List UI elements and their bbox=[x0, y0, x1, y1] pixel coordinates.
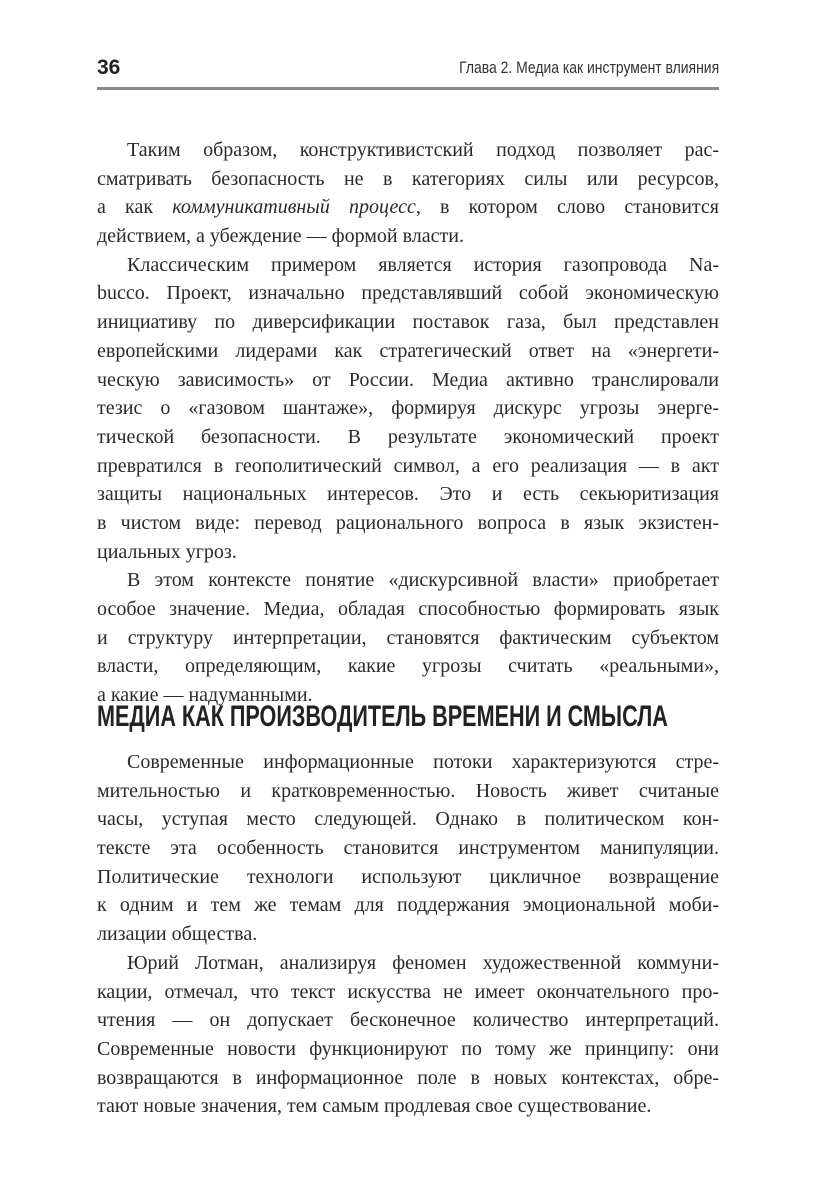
text-line: Юрий Лотман, анализируя феномен художественной коммуни- bbox=[127, 951, 719, 974]
text-line: превратился в геополитический символ, а его реализация — в акт bbox=[97, 454, 719, 477]
paragraph bbox=[97, 566, 719, 709]
text-line: в чистом виде: перевод рационального вопроса в язык экзистен- bbox=[97, 511, 719, 534]
paragraph bbox=[97, 949, 719, 1121]
text-line: власти, определяющим, какие угрозы считать «реальными», bbox=[97, 655, 719, 678]
text-line: тической безопасности. В результате экономический проект bbox=[97, 425, 719, 448]
body-text-bottom bbox=[97, 748, 719, 1121]
text-line: кации, отмечал, что текст искусства не имеет окончательного про- bbox=[97, 980, 719, 1003]
text-line bbox=[97, 193, 719, 222]
text-line: Классическим примером является история газопровода Na- bbox=[127, 253, 719, 276]
text-line: сматривать безопасность не в категориях силы или ресурсов, bbox=[97, 167, 719, 190]
text-line: лизации общества. bbox=[97, 923, 258, 946]
italic-term: коммуникативный процесс bbox=[172, 196, 416, 219]
text-line: европейскими лидерами как стратегический ответ на «энергети- bbox=[97, 339, 719, 362]
text-line: циальных угроз. bbox=[97, 540, 237, 563]
text-line: часы, уступая место следующей. Однако в политическом кон- bbox=[97, 808, 719, 831]
running-title: Глава 2. Медиа как инструмент влияния bbox=[458, 58, 719, 77]
text-line: Политические технологи используют цикличное возвращение bbox=[97, 865, 719, 888]
text-line: Современные новости функционируют по тому же принципу: они bbox=[97, 1037, 719, 1060]
text-line: мительностью и кратковременностью. Новость живет считаные bbox=[97, 779, 719, 802]
body-text-top bbox=[97, 136, 719, 710]
text-line: Современные информационные потоки характеризуются стре- bbox=[127, 751, 719, 773]
text-line: действием, а убеждение — формой власти. bbox=[97, 225, 464, 248]
section-heading: МЕДИА КАК ПРОИЗВОДИТЕЛЬ ВРЕМЕНИ И СМЫСЛА bbox=[97, 700, 668, 733]
text-line: чтения — он допускает бесконечное количество интерпретаций. bbox=[97, 1009, 719, 1032]
text-line: тексте эта особенность становится инструментом манипуляции. bbox=[97, 837, 719, 860]
text-line: и структуру интерпретации, становятся фактическим субъектом bbox=[97, 626, 719, 649]
text-line: к одним и тем же темам для поддержания эмоциональной моби- bbox=[97, 894, 719, 917]
paragraph bbox=[97, 251, 719, 567]
text-line: особое значение. Медиа, обладая способностью формировать язык bbox=[97, 598, 719, 620]
text-line: защиты национальных интересов. Это и есть секьюритизация bbox=[97, 483, 719, 506]
text-segment: , в котором слово становится bbox=[415, 196, 719, 219]
paragraph bbox=[97, 748, 719, 949]
page-number: 36 bbox=[97, 56, 121, 79]
text-line: bucco. Проект, изначально представлявший собой экономическую bbox=[97, 282, 719, 305]
text-line: тают новые значения, тем самым продлевая свое существование. bbox=[97, 1095, 652, 1118]
text-segment: а как bbox=[97, 196, 173, 219]
text-line: Таким образом, конструктивистский подход позволяет рас- bbox=[127, 139, 719, 161]
header-rule bbox=[97, 87, 719, 90]
text-line: тезис о «газовом шантаже», формируя дискурс угрозы энерге- bbox=[97, 397, 719, 420]
text-line: а какие — надуманными. bbox=[97, 684, 313, 707]
text-line: возвращаются в информационное поле в новых контекстах, обре- bbox=[97, 1066, 719, 1089]
page-header bbox=[97, 56, 719, 86]
text-line: В этом контексте понятие «дискурсивной власти» приобретает bbox=[127, 569, 719, 592]
text-line: инициативу по диверсификации поставок газа, был представлен bbox=[97, 311, 719, 334]
text-line: ческую зависимость» от России. Медиа активно транслировали bbox=[97, 368, 719, 391]
paragraph bbox=[97, 136, 719, 251]
